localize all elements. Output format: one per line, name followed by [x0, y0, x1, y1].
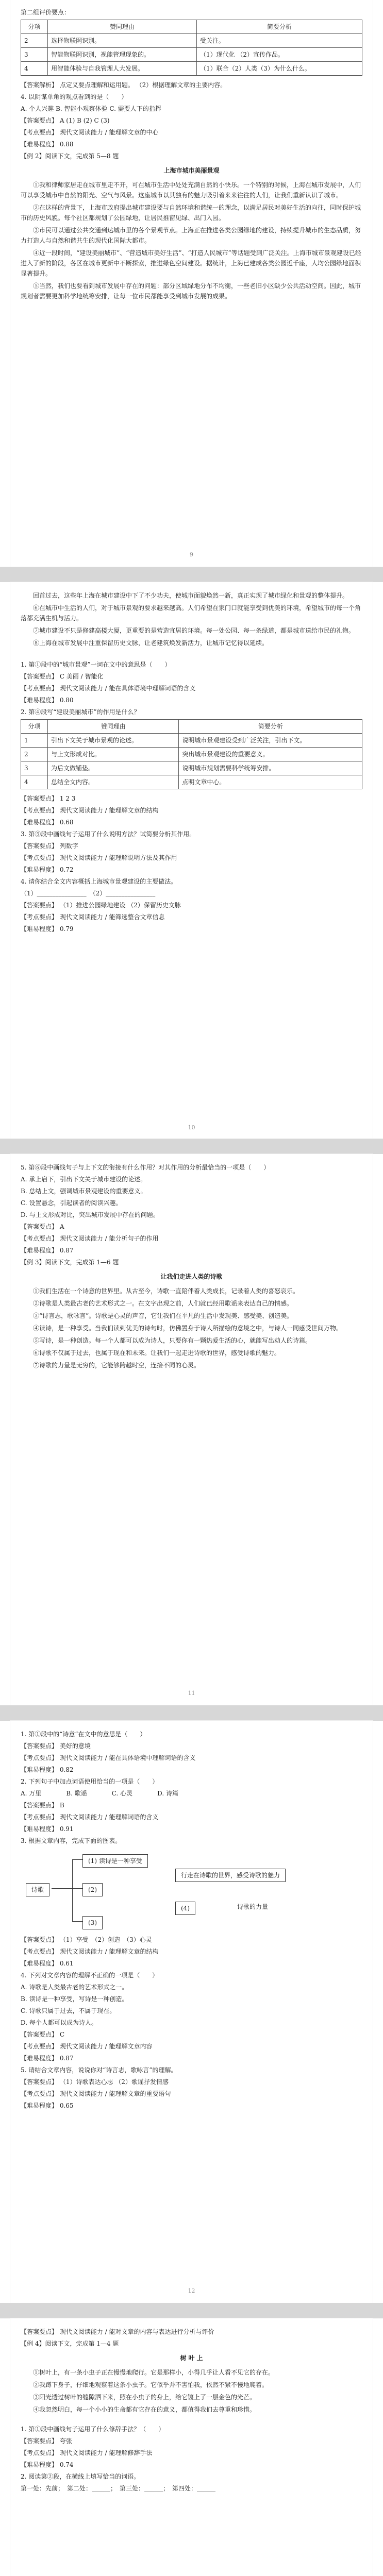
question: 4. 以阴谋单角的观点看到的是（ ）	[21, 93, 128, 100]
paragraph: ②诗歌是人类最古老的艺术形式之一。在文字出现之前，人们就已经用歌谣来表达自己的情感。	[33, 1300, 293, 1307]
table-row	[21, 748, 362, 761]
answer-key: 【答案要点】 1 2 3	[21, 795, 76, 802]
diagram-branch: (2)	[82, 1883, 103, 1896]
option: A. 诗歌是人类最古老的艺术形式之一。	[21, 1984, 128, 1991]
paragraph: ⑧上海在城市发展中注重保留历史文脉，让老建筑焕发新活力，让城市记忆得以延续。	[33, 639, 269, 647]
diagram-branch: (4)	[175, 1902, 195, 1915]
table-header: 简要分析	[179, 720, 362, 734]
page-number: 10	[188, 1124, 195, 1131]
test-point: 【考点要点】 现代文阅读能力 / 能理解文章的中心	[21, 129, 159, 136]
answer-key: 【答案要点】 夸张	[21, 2437, 72, 2445]
passage-title: 让我们走进人类的诗歌	[160, 1273, 223, 1280]
question: 2. 第④段写“建设美丽城市”的作用是什么？	[21, 708, 140, 716]
document-page-4	[10, 1721, 373, 2303]
table-cell: 2	[21, 34, 48, 48]
question: 4. 下列对文章内容的理解不正确的一项是（ ）	[21, 1972, 159, 1979]
page-number: 9	[190, 551, 193, 558]
paragraph: ③阳光透过树叶的缝隙洒下来，照在小虫子的身上，给它镀上了一层金色的光芒。	[33, 2394, 256, 2401]
paragraph: ③市民可以通过公共交通到达城市里的各个景观节点。上海正在推进各类公园绿地的建设，持续提升城市的生态品质，努力打造人与自然和谐共生的现代化国际大都市。	[21, 227, 361, 244]
question: 2. 阅读第②段，在横线上填写恰当的词语。	[21, 2473, 140, 2480]
paragraph: ⑦诗歌的力量是无穷的，它能够跨越时空，连接不同的心灵。	[33, 1362, 201, 1369]
test-point: 【考点要点】 现代文阅读能力 / 能理解词语的含义	[21, 1814, 159, 1821]
test-point: 【考点要点】 现代文阅读能力 / 能理解文章的结构	[21, 807, 159, 814]
table-cell: 受关注。	[196, 34, 362, 48]
test-point: 【考点要点】 现代文阅读能力 / 能在具体语境中理解词语的含义	[21, 1754, 196, 1761]
difficulty: 【难易程度】 0.61	[21, 1960, 74, 1967]
table-header: 简要分析	[196, 20, 362, 34]
question-options: A. 个人兴趣 B. 智能小观察体验 C. 需要人下的指挥	[21, 105, 161, 112]
paragraph: ④近一段时间，“建设美丽城市”、“营造城市美好生活”、“打造人民城市”等话题受到广泛关注。上海市城市景观建设已经进入了新的阶段，各区在城市更新中不断探索，推进绿色空间建设。据统计，上海已建成各类公园近千座，人均公园绿地面积显著提升。	[21, 249, 361, 277]
reading-instruction: 【例 3】阅读下文，完成第 1—6 题	[21, 1259, 119, 1266]
table-cell: 选择物联网识别。	[48, 34, 197, 48]
paragraph: ⑤当然，我们也要看到城市发展中存在的问题：部分区域绿地分布不均衡，一些老旧小区缺少公共活动空间。因此，城市规划者需要更加科学地统筹安排，让每一位市民都能享受到城市发展的成果。	[21, 282, 361, 300]
diagram-note: 诗歌的力量	[237, 1903, 269, 1910]
table-row	[21, 62, 362, 76]
table-cell: 用智能体验与自我管理人大发展。	[48, 62, 197, 76]
test-point: 【考点要点】 现代文阅读能力 / 能理解文章内容	[21, 2043, 153, 2050]
test-point: 【考点要点】 现代文阅读能力 / 能分析句子的作用	[21, 1235, 159, 1242]
difficulty: 【难易程度】 0.72	[21, 866, 74, 873]
evaluation-table	[21, 20, 362, 76]
test-point: 【考点要点】 现代文阅读能力 / 能筛选整合文章信息	[21, 913, 165, 921]
passage-title: 上海市城市美丽景观	[163, 167, 220, 174]
answer-key: 【答案要点】 （1）诗歌表达心志 （2）歌谣抒发情感	[21, 2078, 169, 2086]
difficulty: 【难易程度】 0.74	[21, 2461, 74, 2468]
test-point: 【考点要点】 现代文阅读能力 / 能理解文章的重要语句	[21, 2090, 171, 2097]
table-cell: 点明文章中心。	[179, 775, 362, 789]
answer-key: 【答案要点】 C	[21, 2031, 64, 2038]
difficulty: 【难易程度】 0.82	[21, 1766, 74, 1773]
paragraph: ②我蹲下身子，仔细地观察着这条小虫子。它似乎并不害怕我，依然不紧不慢地爬着。	[33, 2381, 269, 2388]
question: 5. 请结合文章内容，说说你对“诗言志，歌咏言”的理解。	[21, 2066, 177, 2074]
option: B. 总结上文，强调城市景观建设的重要意义。	[21, 1188, 147, 1195]
question: 3. 根据文章内容，完成下面的图表。	[21, 1837, 122, 1844]
analysis-table	[21, 719, 362, 789]
answer-key: 【答案要点】 A	[21, 1223, 64, 1230]
option: A. 承上启下，引出下文关于城市建设的论述。	[21, 1176, 147, 1183]
table-cell: （1）联合（2）人类（3）为什么什么。	[196, 62, 362, 76]
answer-blanks: 第一处：先前； 第二处：______； 第三处：______； 第四处：______	[21, 2485, 216, 2492]
difficulty: 【难易程度】 0.68	[21, 819, 74, 826]
diagram-branch: (1) 读诗是一种享受	[82, 1854, 148, 1868]
diagram-summary: 行走在诗歌的世界，感受诗歌的魅力	[175, 1869, 286, 1882]
page-number: 12	[188, 2287, 195, 2294]
table-header: 分项	[21, 20, 48, 34]
question: 2. 下列句子中加点词语使用恰当的一项是（ ）	[21, 1778, 159, 1785]
answer-blanks: （1）________________ （2）________________	[21, 890, 156, 897]
table-cell: 说明城市景观建设受到广泛关注，引出下文。	[179, 734, 362, 748]
answer-key: 【答案要点】 C 美丽 / 智能化	[21, 673, 104, 680]
structure-diagram	[21, 1849, 362, 1931]
table-row	[21, 761, 362, 775]
difficulty: 【难易程度】 0.88	[21, 141, 74, 148]
paragraph: 回首过去，这些年上海在城市建设中下了不少功夫，使城市面貌焕然一新，真正实现了城市绿化和景观的整体提升。	[33, 592, 349, 599]
answer-key: 【答案要点】 B	[21, 1802, 64, 1809]
document-page-2	[10, 582, 373, 1139]
paragraph: ①我们生活在一个诗意的世界里。从古至今，诗歌一直陪伴着人类成长，记录着人类的喜怒哀乐。	[33, 1287, 299, 1295]
table-row	[21, 775, 362, 789]
diagram-branch: (3)	[82, 1916, 103, 1929]
table-cell: 智能物联网识别，视能管理现象的。	[48, 48, 197, 62]
table-cell: 1	[21, 734, 48, 748]
table-cell: 2	[21, 748, 48, 761]
table-row	[21, 48, 362, 62]
table-cell: 4	[21, 775, 48, 789]
question: 3. 第⑤段中画线句子运用了什么说明方法？试简要分析其作用。	[21, 831, 196, 838]
answer-key: 【答案要点】 （1）享受 （2）创造 （3）心灵	[21, 1936, 152, 1943]
table-header: 赞同理由	[48, 20, 197, 34]
document-page-5	[10, 2318, 373, 2576]
question: 1. 第①段中画线句子运用了什么修辞手法？（ ）	[21, 2426, 165, 2433]
test-point: 【考点要点】 现代文阅读能力 / 能理解说明方法及其作用	[21, 854, 177, 861]
test-point: 【考点要点】 现代文阅读能力 / 能在具体语境中理解词语的含义	[21, 685, 196, 692]
option: C. 诗歌只属于过去，不属于现在。	[21, 2007, 116, 2014]
answer-key: 【答案要点】 A (1) B (2) C (3)	[21, 117, 110, 124]
diagram-root: 诗歌	[26, 1883, 49, 1896]
document-page-3	[10, 1154, 373, 1705]
difficulty: 【难易程度】 0.91	[21, 1825, 74, 1833]
paragraph: ④读诗，是一种享受。当我们读到优美的诗句时，仿佛置身于诗人所描绘的意境之中，与诗人一同感受世间万物。	[33, 1325, 343, 1332]
paragraph: ⑦城市建设不只是修建高楼大厦，更重要的是营造宜居的环境。每一处公园、每一条绿道，都是城市送给市民的礼物。	[33, 627, 355, 634]
table-cell: 突出城市景观建设的重要意义。	[179, 748, 362, 761]
document-page-1	[10, 0, 373, 567]
question: 1. 第①段中的“城市景观”一词在文中的意思是（ ）	[21, 661, 171, 668]
difficulty: 【难易程度】 0.65	[21, 2102, 74, 2109]
table-cell: 3	[21, 761, 48, 775]
paragraph: ⑥在城市中生活的人们，对于城市景观的要求越来越高。人们希望在家门口就能享受到优美的环境，希望城市的每一个角落都充满生机与活力。	[21, 604, 361, 622]
table-cell: 3	[21, 48, 48, 62]
table-cell: 为后文做铺垫。	[48, 761, 179, 775]
paragraph: ⑤写诗，是一种创造。每一个人都可以成为诗人，只要你有一颗热爱生活的心，就能写出动人的诗篇。	[33, 1337, 312, 1344]
page-number: 11	[188, 1690, 195, 1697]
option: B. 读诗是一种享受，写诗是一种创造。	[21, 1995, 128, 2003]
table-header: 赞同理由	[48, 720, 179, 734]
paragraph: ④我忽然明白，每一个小小的生命都有它存在的意义，都值得我们去尊重和珍惜。	[33, 2406, 256, 2413]
answer-key: 【答案要点】 美好的意境	[21, 1742, 91, 1750]
table-row	[21, 34, 362, 48]
table-cell: 4	[21, 62, 48, 76]
reading-instruction: 【例 2】阅读下文，完成第 5—8 题	[21, 152, 119, 160]
difficulty: 【难易程度】 0.87	[21, 2055, 74, 2062]
table-row	[21, 734, 362, 748]
paragraph: ①我和律师家居走在城市里走不开，可在城市生活中处处充满自然的小快乐。一个特别的时候，上海在城市发展中，人们可以享受城市中自然的阳光、空气与风景。这座城市以其独有的魅力吸引着来来往往的人们，让我们重新认识了城市。	[21, 181, 361, 199]
table-cell: 说明城市规划需要科学统筹安排。	[179, 761, 362, 775]
question: 1. 第①段中的“诗意”在文中的意思是（ ）	[21, 1731, 146, 1738]
table-header: 分项	[21, 720, 48, 734]
question-options: A. 万里 B. 歌谣 C. 心灵 D. 诗篇	[21, 1790, 178, 1797]
intro-label: 第二组评价要点：	[21, 9, 71, 16]
question: 5. 第⑥段中画线句子与上下文的衔接有什么作用？对其作用的分析最恰当的一项是（ ）	[21, 1164, 270, 1171]
option: C. 设置悬念，引起读者的阅读兴趣。	[21, 1199, 122, 1207]
answer-key: 【答案要点】 （1）推进公园绿地建设 （2）保留历史文脉	[21, 902, 181, 909]
table-cell: （1）现代化 （2）宣传作品。	[196, 48, 362, 62]
paragraph: ①树叶上，有一条小虫子正在慢慢地爬行。它是那样小，小得几乎让人看不见它的存在。	[33, 2369, 275, 2376]
paragraph: ②在这样的背景下，上海市政府提出城市建设要与自然环境和谐统一的理念，以满足居民对美好生活的向往，同时保护城市的历史风貌。每个社区都规划了公园绿地，让居民推窗见绿、出门入园。	[21, 204, 361, 222]
table-cell: 总结全文内容。	[48, 775, 179, 789]
answer-note: 【答案解析】 点定义要点理解和运用题。 （2）根据理解文章的主要内容。	[21, 81, 227, 89]
answer-note: 【答案要点】 现代文阅读能力 / 能对文章的内容与表达进行分析与评价	[21, 2328, 214, 2335]
paragraph: ⑥诗歌不仅属于过去，也属于现在和未来。让我们一起走进诗歌的世界，感受诗歌的魅力。	[33, 1349, 281, 1357]
option: D. 与上文形成对比，突出城市发展中存在的问题。	[21, 1211, 159, 1218]
test-point: 【考点要点】 现代文阅读能力 / 能理解文章的结构	[21, 1948, 159, 1955]
paragraph: ③“诗言志，歌咏言”。诗歌是心灵的声音，它让我们在平凡的生活中发现美、感受美、创造美。	[33, 1312, 293, 1319]
option: D. 每个人都可以成为诗人。	[21, 2019, 97, 2026]
answer-key: 【答案要点】 列数字	[21, 842, 78, 850]
difficulty: 【难易程度】 0.79	[21, 925, 74, 933]
table-cell: 引出下文关于城市景观的论述。	[48, 734, 179, 748]
test-point: 【考点要点】 现代文阅读能力 / 能理解修辞手法	[21, 2449, 153, 2456]
question: 4. 请你结合全文内容概括上海城市景观建设的主要做法。	[21, 878, 177, 885]
passage-title: 树 叶 上	[180, 2354, 203, 2362]
difficulty: 【难易程度】 0.87	[21, 1247, 74, 1254]
difficulty: 【难易程度】 0.80	[21, 697, 74, 704]
table-cell: 与上文形成对比。	[48, 748, 179, 761]
reading-instruction: 【例 4】阅读下文，完成第 1—4 题	[21, 2340, 119, 2347]
